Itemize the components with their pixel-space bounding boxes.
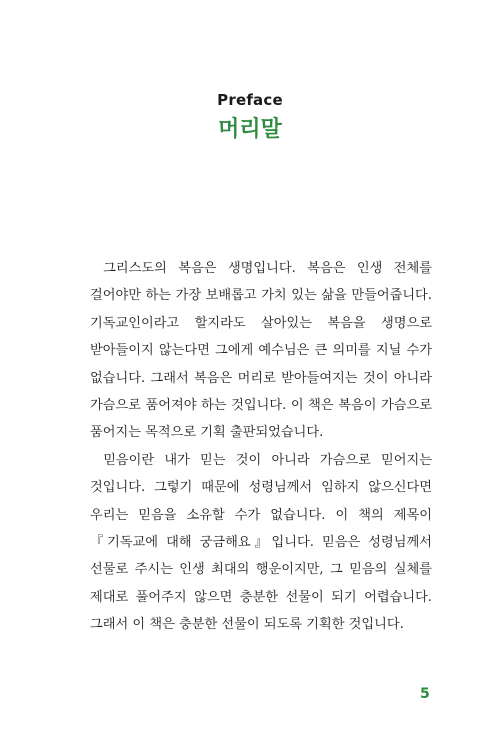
page-header bbox=[0, 90, 500, 144]
body-text bbox=[90, 255, 432, 639]
title-english: Preface bbox=[217, 91, 283, 109]
paragraph-1: 그리스도의 복음은 생명입니다. 복음은 인생 전체를 걸어야만 하는 가장 보배롭고 가치 있는 삶을 만들어줍니다. 기독교인이라고 할지라도 살아있는 복음을 생명으로 받아들이지 않는다면 그에게 예수님은 큰 의미를 지닐 수가 없습니다. 그래서 복음은 머리로 받아들여지는 것이 아니라 가슴으로 품어져야 하는 것입니다. 이 책은 복음이 가슴으로 품어지는 목적으로 기획 출판되었습니다. bbox=[90, 261, 432, 441]
title-korean: 머리말 bbox=[218, 117, 282, 142]
page-number: 5 bbox=[420, 686, 430, 702]
paragraph-2: 믿음이란 내가 믿는 것이 아니라 가슴으로 믿어지는 것입니다. 그렇기 때문에 성령님께서 임하지 않으신다면 우리는 믿음을 소유할 수가 없습니다. 이 책의 제목이 『기독교에 대해 궁금해요』입니다. 믿음은 성령님께서 선물로 주시는 인생 최대의 행운이지만, 그 믿음의 실체를 제대로 풀어주지 않으면 충분한 선물이 되기 어렵습니다. 그래서 이 책은 충분한 선물이 되도록 기획한 것입니다. bbox=[90, 452, 432, 633]
